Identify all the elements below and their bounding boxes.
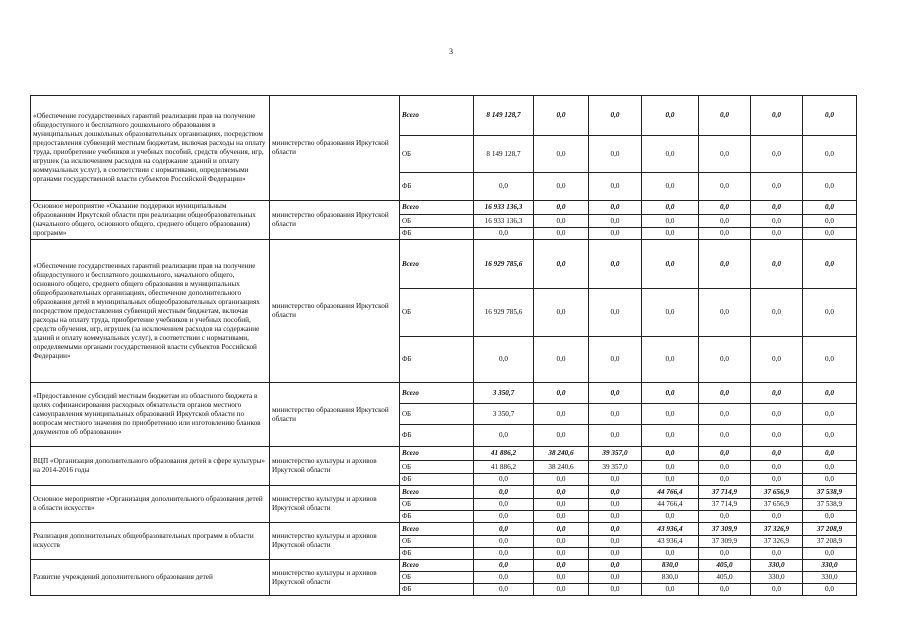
amount-cell: 0,0 — [751, 474, 803, 486]
amount-cell: 0,0 — [589, 548, 642, 560]
amount-cell: 0,0 — [474, 584, 534, 596]
amount-cell: 0,0 — [699, 425, 751, 447]
amount-cell: 0,0 — [751, 96, 803, 136]
amount-cell: 37 326,9 — [751, 536, 803, 548]
amount-cell: 8 149 128,7 — [474, 136, 534, 173]
amount-cell: 0,0 — [751, 136, 803, 173]
table-row — [31, 96, 857, 136]
amount-cell: 0,0 — [699, 201, 751, 215]
amount-cell: 0,0 — [474, 499, 534, 511]
amount-cell: 0,0 — [751, 447, 803, 461]
amount-cell: 37 538,9 — [803, 499, 857, 511]
executor: министерство культуры и архивов Иркутской области — [270, 447, 400, 486]
amount-cell: 0,0 — [803, 215, 857, 228]
amount-cell: 0,0 — [699, 173, 751, 201]
amount-cell: 0,0 — [534, 201, 589, 215]
funding-source: Всего — [400, 383, 474, 404]
amount-cell: 0,0 — [803, 201, 857, 215]
amount-cell: 0,0 — [751, 584, 803, 596]
amount-cell: 0,0 — [803, 474, 857, 486]
amount-cell: 830,0 — [642, 560, 699, 572]
amount-cell: 0,0 — [642, 173, 699, 201]
budget-table — [30, 95, 857, 596]
amount-cell: 0,0 — [751, 337, 803, 383]
amount-cell: 0,0 — [534, 523, 589, 536]
activity-description: Развитие учреждений дополнительного образования детей — [31, 560, 270, 596]
amount-cell: 0,0 — [534, 289, 589, 337]
funding-source: Всего — [400, 240, 474, 289]
amount-cell: 0,0 — [642, 201, 699, 215]
amount-cell: 3 350,7 — [474, 383, 534, 404]
executor: министерство образования Иркутской области — [270, 201, 400, 240]
amount-cell: 0,0 — [642, 136, 699, 173]
amount-cell: 0,0 — [699, 96, 751, 136]
amount-cell: 0,0 — [589, 536, 642, 548]
amount-cell: 0,0 — [642, 548, 699, 560]
amount-cell: 0,0 — [589, 560, 642, 572]
amount-cell: 0,0 — [751, 383, 803, 404]
activity-description: «Обеспечение государственных гарантий реализации прав на получение общедоступного и бесплатного дошкольного, начального общего, основного общего, среднего общего образования в муниципальных общеобразовательных организациях, обеспечение дополнительного образования детей в муниципальных общеобразовательных организациях посредством предоставления субвенций местным бюджетам, включая расходы на оплату труда, приобретение учебников и учебных пособий, средств обучения, игр, игрушек (за исключением расходов на содержание зданий и оплату коммунальных услуг), в соответствии с нормативами, определяемыми органами государственной власти субъектов Российской Федерации» — [31, 240, 270, 383]
amount-cell: 0,0 — [534, 548, 589, 560]
amount-cell: 0,0 — [474, 523, 534, 536]
amount-cell: 0,0 — [589, 523, 642, 536]
amount-cell: 16 933 136,3 — [474, 201, 534, 215]
funding-source: ФБ — [400, 337, 474, 383]
amount-cell: 0,0 — [589, 173, 642, 201]
amount-cell: 0,0 — [534, 136, 589, 173]
amount-cell: 0,0 — [803, 173, 857, 201]
amount-cell: 0,0 — [699, 383, 751, 404]
amount-cell: 0,0 — [642, 96, 699, 136]
amount-cell: 41 886,2 — [474, 447, 534, 461]
amount-cell: 0,0 — [803, 548, 857, 560]
amount-cell: 0,0 — [474, 511, 534, 523]
amount-cell: 0,0 — [589, 337, 642, 383]
funding-source: Всего — [400, 201, 474, 215]
amount-cell: 0,0 — [699, 215, 751, 228]
amount-cell: 0,0 — [751, 289, 803, 337]
amount-cell: 405,0 — [699, 560, 751, 572]
amount-cell: 0,0 — [589, 584, 642, 596]
amount-cell: 0,0 — [803, 425, 857, 447]
amount-cell: 0,0 — [751, 201, 803, 215]
amount-cell: 0,0 — [803, 240, 857, 289]
amount-cell: 0,0 — [642, 228, 699, 240]
amount-cell: 39 357,0 — [589, 447, 642, 461]
amount-cell: 0,0 — [534, 486, 589, 499]
funding-source: ФБ — [400, 511, 474, 523]
executor: министерство образования Иркутской области — [270, 240, 400, 383]
amount-cell: 37 309,9 — [699, 536, 751, 548]
amount-cell: 43 936,4 — [642, 523, 699, 536]
amount-cell: 330,0 — [803, 560, 857, 572]
amount-cell: 0,0 — [589, 404, 642, 425]
amount-cell: 0,0 — [699, 474, 751, 486]
amount-cell: 0,0 — [589, 240, 642, 289]
amount-cell: 0,0 — [803, 337, 857, 383]
amount-cell: 0,0 — [803, 447, 857, 461]
amount-cell: 330,0 — [751, 572, 803, 584]
amount-cell: 0,0 — [699, 404, 751, 425]
amount-cell: 16 929 785,6 — [474, 289, 534, 337]
activity-description: «Обеспечение государственных гарантий реализации прав на получение общедоступного и бесплатного дошкольного образования в муниципальных дошкольных образовательных организациях, посредством предоставления субвенций местным бюджетам, включая расходы на оплату труда, приобретение учебников и учебных пособий, средств обучения, игр, игрушек (за исключением расходов на содержание зданий и оплату коммунальных услуг), в соответствии с нормативами, определяемыми органами государственной власти субъектов Российской Федерации» — [31, 96, 270, 201]
amount-cell: 0,0 — [699, 136, 751, 173]
amount-cell: 16 929 785,6 — [474, 240, 534, 289]
amount-cell: 0,0 — [699, 337, 751, 383]
amount-cell: 0,0 — [534, 240, 589, 289]
funding-source: ФБ — [400, 548, 474, 560]
amount-cell: 0,0 — [803, 96, 857, 136]
amount-cell: 0,0 — [474, 486, 534, 499]
activity-description: Основное мероприятие «Организация дополнительного образования детей в области искусств» — [31, 486, 270, 523]
funding-source: ОБ — [400, 289, 474, 337]
amount-cell: 0,0 — [642, 383, 699, 404]
funding-source: Всего — [400, 447, 474, 461]
executor: министерство культуры и архивов Иркутской области — [270, 523, 400, 560]
amount-cell: 37 309,9 — [699, 523, 751, 536]
amount-cell: 43 936,4 — [642, 536, 699, 548]
amount-cell: 330,0 — [803, 572, 857, 584]
amount-cell: 0,0 — [534, 173, 589, 201]
amount-cell: 0,0 — [474, 425, 534, 447]
amount-cell: 0,0 — [474, 337, 534, 383]
amount-cell: 0,0 — [803, 584, 857, 596]
amount-cell: 0,0 — [642, 425, 699, 447]
activity-description: «Предоставление субсидий местным бюджетам из областного бюджета в целях софинансирования расходных обязательств органов местного самоуправления муниципальных образований Иркутской области по вопросам местного значения по приобретению или изготовлению бланков документов об образовании» — [31, 383, 270, 447]
amount-cell: 37 208,9 — [803, 536, 857, 548]
amount-cell: 830,0 — [642, 572, 699, 584]
amount-cell: 0,0 — [642, 474, 699, 486]
amount-cell: 0,0 — [534, 536, 589, 548]
funding-source: ФБ — [400, 474, 474, 486]
amount-cell: 0,0 — [751, 215, 803, 228]
amount-cell: 0,0 — [642, 584, 699, 596]
amount-cell: 0,0 — [534, 474, 589, 486]
amount-cell: 405,0 — [699, 572, 751, 584]
amount-cell: 0,0 — [699, 584, 751, 596]
table-row — [31, 560, 857, 572]
amount-cell: 0,0 — [589, 215, 642, 228]
amount-cell: 16 933 136,3 — [474, 215, 534, 228]
amount-cell: 0,0 — [589, 228, 642, 240]
table-row — [31, 383, 857, 404]
amount-cell: 0,0 — [751, 461, 803, 474]
amount-cell: 37 326,9 — [751, 523, 803, 536]
executor: министерство образования Иркутской области — [270, 96, 400, 201]
amount-cell: 0,0 — [474, 173, 534, 201]
funding-source: ОБ — [400, 572, 474, 584]
amount-cell: 0,0 — [474, 536, 534, 548]
table-row — [31, 486, 857, 499]
amount-cell: 44 766,4 — [642, 499, 699, 511]
funding-source: ОБ — [400, 461, 474, 474]
amount-cell: 0,0 — [534, 228, 589, 240]
funding-source: ОБ — [400, 536, 474, 548]
amount-cell: 37 208,9 — [803, 523, 857, 536]
amount-cell: 38 240,6 — [534, 461, 589, 474]
amount-cell: 0,0 — [751, 548, 803, 560]
amount-cell: 0,0 — [751, 404, 803, 425]
page-number: 3 — [449, 47, 453, 56]
funding-source: ОБ — [400, 404, 474, 425]
amount-cell: 0,0 — [751, 511, 803, 523]
amount-cell: 0,0 — [589, 96, 642, 136]
amount-cell: 0,0 — [474, 548, 534, 560]
amount-cell: 0,0 — [751, 425, 803, 447]
table-row — [31, 447, 857, 461]
funding-source: ФБ — [400, 584, 474, 596]
amount-cell: 37 538,9 — [803, 486, 857, 499]
funding-source: Всего — [400, 560, 474, 572]
amount-cell: 0,0 — [589, 201, 642, 215]
amount-cell: 0,0 — [642, 215, 699, 228]
amount-cell: 0,0 — [534, 337, 589, 383]
amount-cell: 0,0 — [534, 215, 589, 228]
executor: министерство образования Иркутской области — [270, 383, 400, 447]
executor: министерство культуры и архивов Иркутской области — [270, 560, 400, 596]
funding-source: ОБ — [400, 136, 474, 173]
amount-cell: 44 766,4 — [642, 486, 699, 499]
table-row — [31, 523, 857, 536]
amount-cell: 0,0 — [589, 383, 642, 404]
amount-cell: 0,0 — [803, 289, 857, 337]
amount-cell: 0,0 — [803, 136, 857, 173]
amount-cell: 0,0 — [534, 584, 589, 596]
amount-cell: 0,0 — [803, 404, 857, 425]
amount-cell: 0,0 — [699, 240, 751, 289]
amount-cell: 0,0 — [534, 96, 589, 136]
activity-description: ВЦП «Организация дополнительного образования детей в сфере культуры» на 2014-2016 годы — [31, 447, 270, 486]
funding-source: ОБ — [400, 215, 474, 228]
funding-source: Всего — [400, 523, 474, 536]
amount-cell: 3 350,7 — [474, 404, 534, 425]
amount-cell: 37 656,9 — [751, 499, 803, 511]
amount-cell: 38 240,6 — [534, 447, 589, 461]
amount-cell: 0,0 — [534, 499, 589, 511]
funding-source: ОБ — [400, 499, 474, 511]
amount-cell: 0,0 — [803, 228, 857, 240]
amount-cell: 39 357,0 — [589, 461, 642, 474]
amount-cell: 0,0 — [589, 474, 642, 486]
amount-cell: 0,0 — [589, 486, 642, 499]
executor: министерство культуры и архивов Иркутской области — [270, 486, 400, 523]
amount-cell: 0,0 — [534, 560, 589, 572]
amount-cell: 0,0 — [699, 511, 751, 523]
amount-cell: 0,0 — [699, 289, 751, 337]
amount-cell: 0,0 — [699, 461, 751, 474]
funding-source: Всего — [400, 486, 474, 499]
amount-cell: 0,0 — [534, 511, 589, 523]
activity-description: Основное мероприятие «Оказание поддержки муниципальным образованиям Иркутской области при реализации общеобразовательных (начального общего, основного общего, среднего общего образования) программ» — [31, 201, 270, 240]
table-row — [31, 201, 857, 215]
amount-cell: 0,0 — [642, 337, 699, 383]
amount-cell: 37 714,9 — [699, 499, 751, 511]
activity-description: Реализация дополнительных общеобразовательных программ в области искусств — [31, 523, 270, 560]
amount-cell: 8 149 128,7 — [474, 96, 534, 136]
amount-cell: 0,0 — [534, 404, 589, 425]
amount-cell: 37 714,9 — [699, 486, 751, 499]
amount-cell: 0,0 — [474, 474, 534, 486]
amount-cell: 0,0 — [642, 511, 699, 523]
amount-cell: 0,0 — [803, 461, 857, 474]
funding-source: ФБ — [400, 173, 474, 201]
amount-cell: 0,0 — [589, 136, 642, 173]
amount-cell: 0,0 — [699, 228, 751, 240]
amount-cell: 41 886,2 — [474, 461, 534, 474]
amount-cell: 0,0 — [642, 447, 699, 461]
amount-cell: 0,0 — [474, 572, 534, 584]
amount-cell: 0,0 — [751, 173, 803, 201]
amount-cell: 0,0 — [534, 572, 589, 584]
funding-source: ФБ — [400, 228, 474, 240]
table-row — [31, 240, 857, 289]
amount-cell: 0,0 — [642, 404, 699, 425]
amount-cell: 0,0 — [751, 228, 803, 240]
amount-cell: 0,0 — [699, 447, 751, 461]
amount-cell: 0,0 — [589, 511, 642, 523]
amount-cell: 0,0 — [642, 289, 699, 337]
amount-cell: 0,0 — [751, 240, 803, 289]
amount-cell: 0,0 — [474, 560, 534, 572]
amount-cell: 0,0 — [642, 240, 699, 289]
amount-cell: 0,0 — [642, 461, 699, 474]
amount-cell: 0,0 — [803, 511, 857, 523]
amount-cell: 37 656,9 — [751, 486, 803, 499]
amount-cell: 0,0 — [474, 228, 534, 240]
amount-cell: 330,0 — [751, 560, 803, 572]
amount-cell: 0,0 — [534, 425, 589, 447]
amount-cell: 0,0 — [534, 383, 589, 404]
amount-cell: 0,0 — [589, 425, 642, 447]
funding-source: ФБ — [400, 425, 474, 447]
amount-cell: 0,0 — [589, 572, 642, 584]
amount-cell: 0,0 — [803, 383, 857, 404]
amount-cell: 0,0 — [589, 499, 642, 511]
funding-source: Всего — [400, 96, 474, 136]
amount-cell: 0,0 — [699, 548, 751, 560]
amount-cell: 0,0 — [589, 289, 642, 337]
